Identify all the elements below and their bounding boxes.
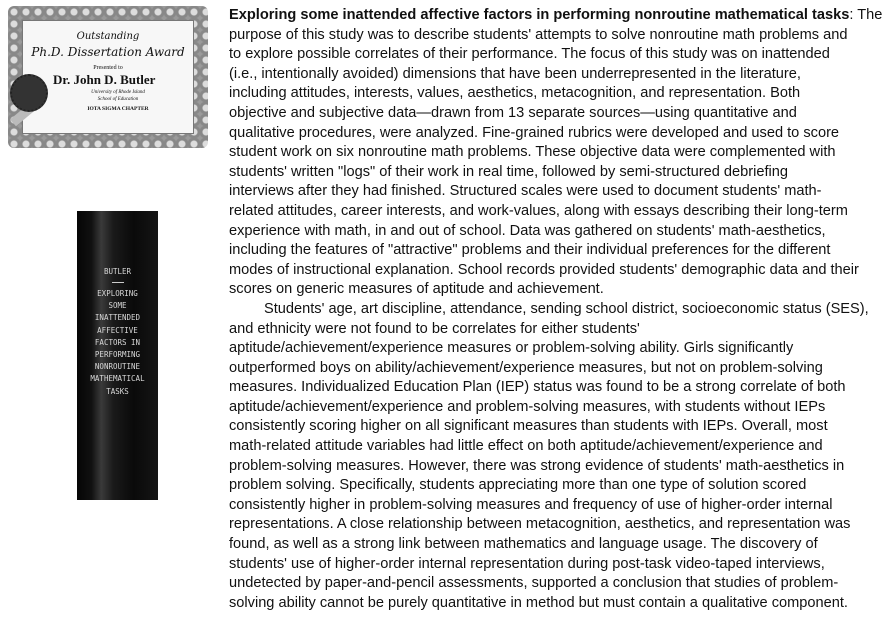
text-line: problem-solving measures. However, there was strong evidence of students' math-aesthetics in: [229, 457, 845, 474]
text-line: including the features of "attractive" problems and their individual preferences for the different: [229, 242, 831, 259]
cert-institution: University of Rhode Island: [91, 90, 145, 95]
text-line: undetected by paper-and-pencil assessments, supported a conclusion that studies of problem-: [229, 575, 839, 592]
paragraph-1: [229, 26, 869, 300]
text-line: qualitative procedures, were analyzed. Fine-grained rubrics were developed and used to score: [229, 124, 840, 141]
text-line: math-related attitude variables had little effect on both aptitude/achievement/experience and: [229, 438, 823, 455]
book-spine-image: [77, 211, 158, 500]
cert-chapter: IOTA SIGMA CHAPTER: [87, 106, 149, 112]
spine-title: [77, 288, 158, 398]
spine-title-line: EXPLORING: [97, 289, 138, 298]
spine-title-line: INATTENDED: [94, 313, 141, 323]
spine-title-line: FACTORS IN: [94, 337, 141, 347]
text-line: found, as well as a strong link between mathematics and language usage. The discovery of: [229, 536, 818, 553]
award-certificate-image: [8, 6, 208, 148]
cert-name: Dr. John D. Butler: [53, 72, 156, 87]
text-line: students' written "logs" of their work in real time, followed by semi-structured debriefing: [229, 163, 789, 180]
spine-title-line: SOME: [108, 301, 127, 311]
text-line: aptitude/achievement/experience and problem-solving measures, with students without IEPs: [229, 398, 826, 415]
text-line: students' use of higher-order internal representation during post-task video-taped interviews,: [229, 555, 825, 572]
abstract-title: Exploring some inattended affective factors in performing nonroutine mathematical tasks: [229, 7, 850, 23]
text-line: problem solving. Specifically, students appreciating more than one type of solution scored: [229, 477, 807, 494]
text-line: aptitude/achievement/experience measures or problem-solving ability. Girls significantly: [229, 340, 794, 357]
text-line: consistently scoring higher on all significant measures than students with IEPs. Overall, most: [229, 418, 828, 435]
text-line: measures. Individualized Education Plan (IEP) status was found to be a strong correlate of both: [229, 379, 846, 396]
text-line: including attitudes, interests, values, aesthetics, metacognition, and representation. Both: [229, 85, 801, 102]
text-line: purpose of this study was to describe students' attempts to solve nonroutine math problems and: [229, 26, 848, 43]
spine-title-line: MATHEMATICAL: [90, 374, 145, 384]
spine-title-line: AFFECTIVE: [97, 325, 138, 335]
spine-title-line: PERFORMING: [94, 350, 141, 360]
text-line: student work on six nonroutine math problems. These objective data were complemented with: [229, 144, 836, 161]
abstract-first-line: [229, 6, 882, 26]
text-line: to explore possible correlates of their performance. The focus of this study was on inattended: [229, 46, 830, 63]
cert-school: School of Education: [97, 97, 139, 102]
text-line: consistently higher in problem-solving measures and frequency of use of higher-order internal: [229, 496, 833, 513]
abstract-text: [229, 6, 882, 613]
text-line: modes of instructional explanation. School records provided students' demographic data and their: [229, 261, 859, 278]
text-line: objective and subjective data—drawn from 13 separate sources—using quantitative and: [229, 104, 797, 121]
seal-icon: [10, 74, 48, 112]
text-line: outperformed boys on ability/achievement/experience measures, but not on problem-solving: [229, 359, 823, 376]
spine-title-line: TASKS: [106, 386, 129, 396]
certificate-body: [22, 20, 194, 134]
text-line: experience with math, in and out of school. Data was gathered on students' math-aesthetics,: [229, 222, 826, 239]
spine-author: BUTLER: [103, 267, 132, 276]
text-line: and ethnicity were not found to be correlates for either students': [229, 320, 640, 337]
text-line: representations. A close relationship between metacognition, aesthetics, and representation was: [229, 516, 851, 533]
spine-divider: [112, 282, 124, 283]
text-line: scores on generic measures of aptitude and achievement.: [229, 281, 604, 298]
text-line: solving ability cannot be purely quantitative in method but must contain a qualitative component.: [229, 594, 848, 611]
spine-title-line: NONROUTINE: [94, 362, 141, 372]
text-line: Students' age, art discipline, attendance, sending school district, socioeconomic status (SES),: [264, 300, 869, 317]
cert-presented: Presented to: [93, 65, 123, 71]
text-line: (i.e., intentionally avoided) dimensions that have been underrepresented in the literature,: [229, 65, 801, 82]
text-line: related attitudes, career interests, and work-values, along with essays describing their long-term: [229, 202, 848, 219]
cert-line1: Outstanding: [76, 31, 140, 42]
cert-award: Ph.D. Dissertation Award: [31, 45, 185, 59]
paragraph-2: [229, 300, 869, 614]
abstract-first-line-rest: : The: [849, 7, 882, 23]
text-line: interviews after they had finished. Structured scales were used to document students' math-: [229, 183, 822, 200]
